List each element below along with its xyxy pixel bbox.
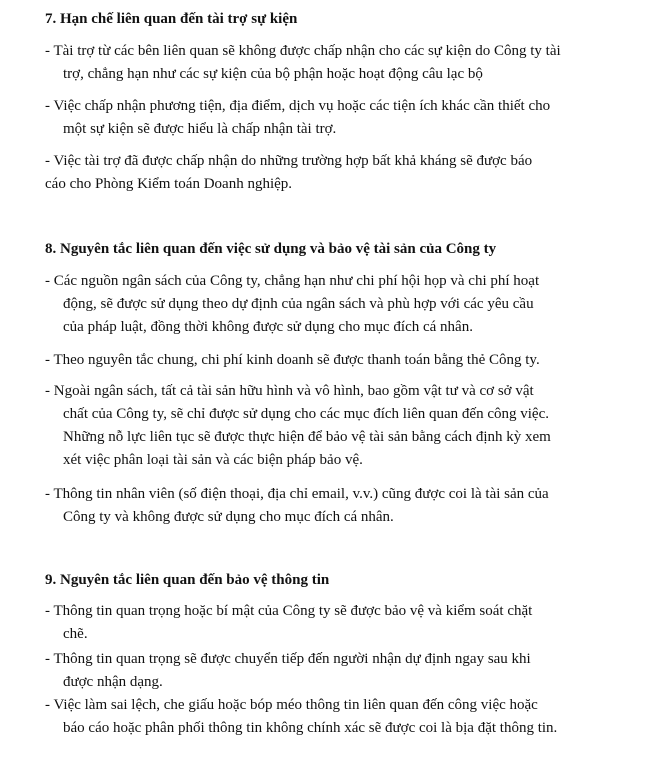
text-line: - Việc tài trợ đã được chấp nhận do những trường hợp bất khả kháng sẽ được báo [45, 153, 533, 169]
text-line: trợ, chẳng hạn như các sự kiện của bộ phận hoặc hoạt động câu lạc bộ [63, 66, 483, 82]
text-line: Công ty và không được sử dụng cho mục đích cá nhân. [63, 509, 394, 525]
section-7-item-1 [45, 40, 635, 86]
text-line: - Theo nguyên tắc chung, chi phí kinh doanh sẽ được thanh toán bằng thẻ Công ty. [45, 352, 540, 368]
section-9-item-3 [45, 694, 635, 740]
section-7-item-2 [45, 95, 635, 141]
section-8-heading: 8. Nguyên tắc liên quan đến việc sử dụng và bảo vệ tài sản của Công ty [45, 241, 497, 257]
text-line: - Thông tin quan trọng hoặc bí mật của Công ty sẽ được bảo vệ và kiểm soát chặt [45, 603, 533, 619]
text-line: được nhận dạng. [63, 674, 163, 690]
text-line: xét việc phân loại tài sản và các biện pháp bảo vệ. [63, 452, 363, 468]
section-9-item-1 [45, 600, 635, 646]
text-line: báo cáo hoặc phân phối thông tin không chính xác sẽ được coi là bịa đặt thông tin. [63, 720, 558, 736]
text-line: một sự kiện sẽ được hiểu là chấp nhận tài trợ. [63, 121, 337, 137]
section-8-item-1 [45, 270, 635, 339]
text-line: Những nỗ lực liên tục sẽ được thực hiện để bảo vệ tài sản bằng cách định kỳ xem [63, 429, 551, 445]
section-7-heading: 7. Hạn chế liên quan đến tài trợ sự kiện [45, 11, 298, 27]
section-7-item-3 [45, 150, 635, 196]
text-line: - Việc làm sai lệch, che giấu hoặc bóp méo thông tin liên quan đến công việc hoặc [45, 697, 538, 713]
text-line: động, sẽ được sử dụng theo dự định của ngân sách và phù hợp với các yêu cầu [63, 296, 534, 312]
section-9-item-2 [45, 648, 635, 694]
text-line: - Việc chấp nhận phương tiện, địa điểm, dịch vụ hoặc các tiện ích khác cần thiết cho [45, 98, 551, 114]
text-line: - Thông tin nhân viên (số điện thoại, địa chỉ email, v.v.) cũng được coi là tài sản của [45, 486, 549, 502]
section-8-item-2 [45, 349, 635, 372]
text-line: - Ngoài ngân sách, tất cả tài sản hữu hình và vô hình, bao gồm vật tư và cơ sở vật [45, 383, 534, 399]
text-line: chẽ. [63, 626, 88, 642]
text-line: - Thông tin quan trọng sẽ được chuyển tiếp đến người nhận dự định ngay sau khi [45, 651, 531, 667]
text-line: - Tài trợ từ các bên liên quan sẽ không được chấp nhận cho các sự kiện do Công ty tài [45, 43, 561, 59]
section-8-item-3 [45, 380, 635, 472]
section-9-heading: 9. Nguyên tắc liên quan đến bảo vệ thông tin [45, 572, 330, 588]
text-line: cáo cho Phòng Kiểm toán Doanh nghiệp. [45, 176, 293, 192]
text-line: của pháp luật, đồng thời không được sử dụng cho mục đích cá nhân. [63, 319, 473, 335]
text-line: chất của Công ty, sẽ chỉ được sử dụng cho các mục đích liên quan đến công việc. [63, 406, 549, 422]
section-8-item-4 [45, 483, 635, 529]
text-line: - Các nguồn ngân sách của Công ty, chẳng hạn như chi phí hội họp và chi phí hoạt [45, 273, 540, 289]
